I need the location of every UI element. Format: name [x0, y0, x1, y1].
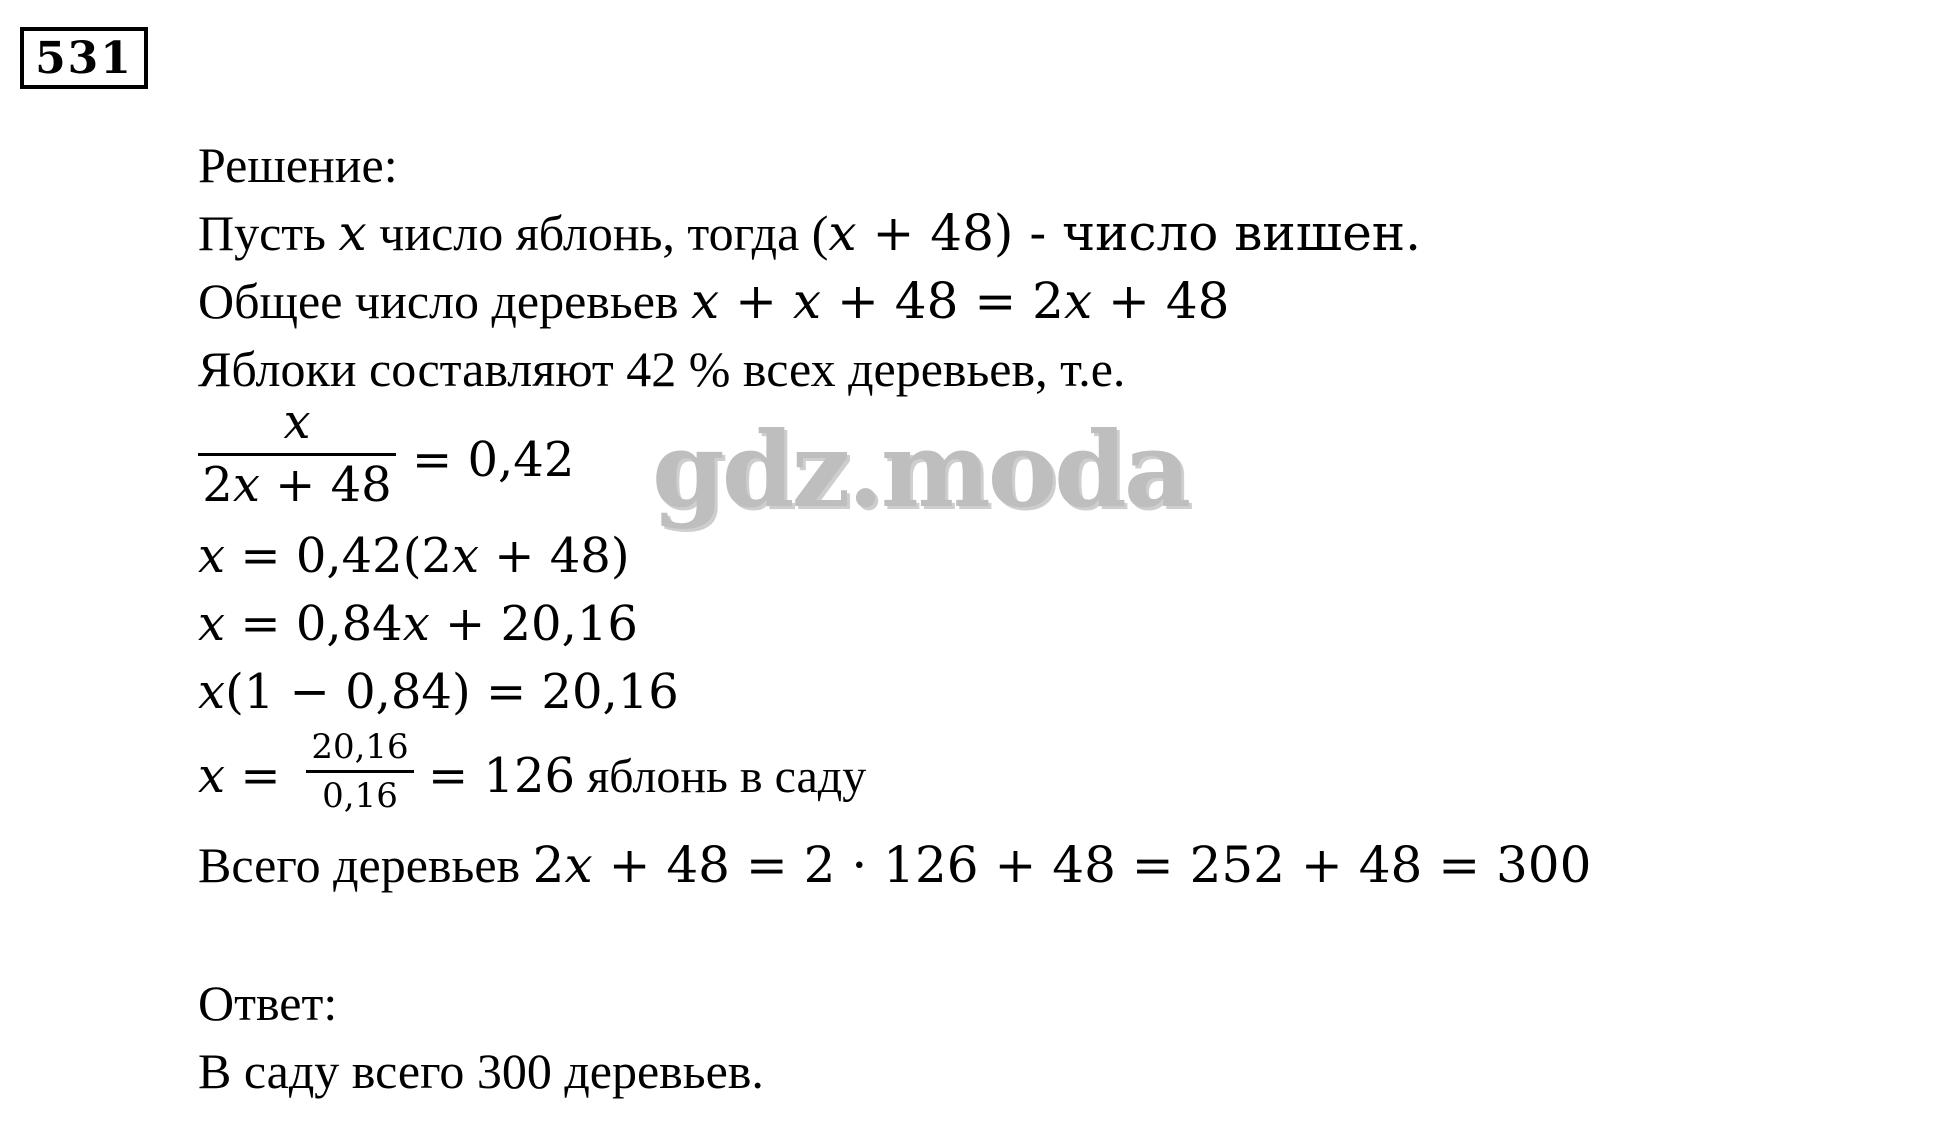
fraction-2 — [306, 728, 414, 815]
equation-2 — [198, 596, 638, 652]
var-x: x — [198, 664, 226, 720]
watermark-logo: gdz.moda — [652, 408, 1189, 531]
math-rest: + 48 = 2 — [821, 272, 1064, 330]
var-x: x — [564, 836, 593, 894]
line-2-text: Общее число деревьев — [198, 273, 692, 329]
math-part: 2 — [532, 836, 565, 894]
var-x: x — [1063, 272, 1093, 330]
total-text: Всего деревьев — [198, 837, 533, 893]
eq-text: яблонь в саду — [575, 750, 867, 803]
fraction-2-denominator: 0,16 — [322, 776, 398, 816]
eq-part: = 126 — [428, 748, 576, 804]
fraction-1-numerator: x — [283, 394, 311, 450]
var-x: x — [792, 272, 822, 330]
var-x: x — [691, 272, 720, 330]
answer-text: В саду всего 300 деревьев. — [198, 1043, 764, 1099]
total-line — [198, 836, 1592, 894]
math-end: + 48 — [1092, 272, 1230, 330]
line-1-post: + 48) - число вишен. — [856, 204, 1422, 262]
line-1 — [198, 204, 1422, 262]
equals-sign: = — [240, 748, 281, 804]
line-3: Яблоки составляют 42 % всех деревьев, т.е. — [198, 341, 1126, 397]
var-x: x — [198, 748, 226, 804]
fraction-1-rhs: = 0,42 — [412, 432, 575, 488]
var-x: x — [232, 457, 260, 513]
eq-part: (1 − 0,84) = 20,16 — [225, 664, 679, 720]
equation-3 — [198, 664, 679, 720]
line-2 — [198, 272, 1230, 330]
solution-label: Решение: — [198, 137, 398, 193]
eq-part: + 20,16 — [429, 596, 638, 652]
line-1-mid: число яблонь, тогда ( — [366, 205, 829, 261]
op: + — [719, 272, 793, 330]
eq-part: = 0,84 — [225, 596, 403, 652]
fraction-1 — [198, 394, 396, 513]
fraction-1-denominator — [202, 457, 392, 513]
fraction-2-numerator: 20,16 — [311, 727, 409, 767]
var-x: x — [338, 204, 367, 262]
fraction-bar — [198, 453, 396, 456]
answer-label: Ответ: — [198, 975, 338, 1031]
equation-1 — [198, 528, 630, 584]
math-part: + 48 = 2 · 126 + 48 = 252 + 48 = 300 — [592, 836, 1592, 894]
var-x: x — [451, 528, 480, 584]
var-x: x — [198, 596, 226, 652]
var-x: x — [402, 596, 430, 652]
eq-part: + 48) — [479, 528, 630, 584]
equation-4-rhs — [428, 748, 867, 804]
equation-4-lhs — [198, 748, 281, 804]
denominator-pre: 2 — [202, 457, 233, 513]
eq-part: = 0,42(2 — [225, 528, 452, 584]
fraction-bar — [306, 770, 414, 773]
problem-number: 531 — [20, 27, 148, 89]
line-1-pre: Пусть — [198, 205, 339, 261]
var-x: x — [198, 528, 226, 584]
var-x: x — [828, 204, 857, 262]
denominator-post: + 48 — [259, 457, 392, 513]
